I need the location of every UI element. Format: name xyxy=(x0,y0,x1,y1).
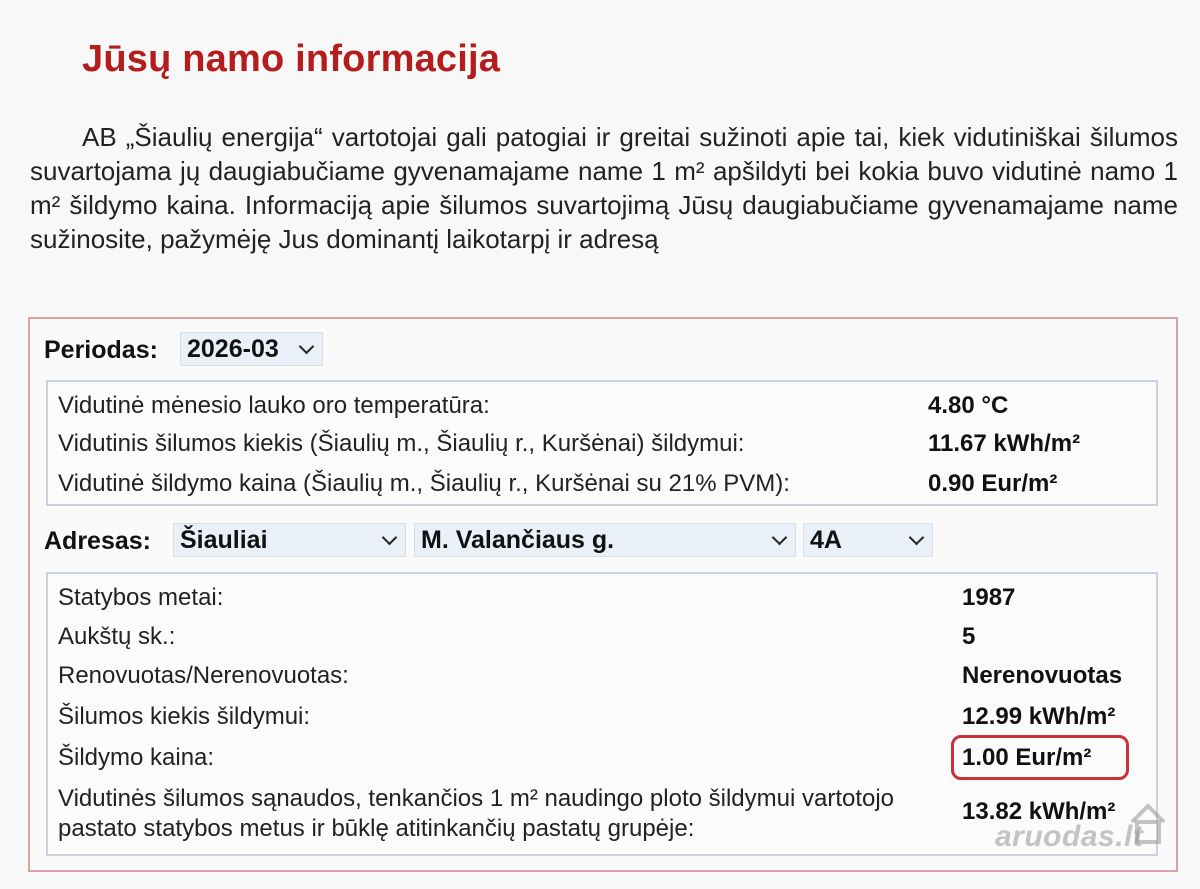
street-select-value: M. Valančiaus g. xyxy=(421,525,615,554)
page-title: Jūsų namo informacija xyxy=(82,38,501,80)
avg-price-label: Vidutinė šildymo kaina (Šiaulių m., Šiaulių r., Kuršėnai su 21% PVM): xyxy=(58,470,790,497)
avg-heat-label: Vidutinis šilumos kiekis (Šiaulių m., Šiaulių r., Kuršėnai) šildymui: xyxy=(58,430,745,457)
house-watermark-icon xyxy=(1128,800,1168,844)
group-consumption-label: Vidutinės šilumos sąnaudos, tenkančios 1 m² naudingo ploto šildymui vartotojo pastato statybos metus ir būklę atitinkančių pastatų grupėje: xyxy=(58,785,895,842)
period-select[interactable] xyxy=(180,332,323,366)
period-select-value: 2026-03 xyxy=(187,334,279,363)
watermark-text: aruodas.lt xyxy=(995,820,1144,853)
heating-price-value: 1.00 Eur/m² xyxy=(962,744,1092,771)
chevron-down-icon xyxy=(772,529,788,545)
floors-value: 5 xyxy=(962,623,976,650)
address-label: Adresas: xyxy=(44,527,151,555)
renovation-label: Renovuotas/Nerenovuotas: xyxy=(58,662,349,689)
chevron-down-icon xyxy=(299,338,315,354)
heating-price-highlight xyxy=(951,735,1129,780)
city-select[interactable] xyxy=(173,523,406,557)
avg-temp-value: 4.80 °C xyxy=(928,392,1009,419)
avg-temp-label: Vidutinė mėnesio lauko oro temperatūra: xyxy=(58,392,490,419)
heating-price-label: Šildymo kaina: xyxy=(58,744,215,771)
building-year-value: 1987 xyxy=(962,584,1016,611)
chevron-down-icon xyxy=(382,529,398,545)
building-year-label: Statybos metai: xyxy=(58,584,224,611)
chevron-down-icon xyxy=(909,529,925,545)
heat-amount-label: Šilumos kiekis šildymui: xyxy=(58,703,311,730)
heat-amount-value: 12.99 kWh/m² xyxy=(962,703,1116,730)
avg-price-value: 0.90 Eur/m² xyxy=(928,470,1058,497)
street-select[interactable] xyxy=(414,523,796,557)
period-label: Periodas: xyxy=(44,336,158,364)
city-select-value: Šiauliai xyxy=(180,525,268,554)
intro-paragraph: AB „Šiaulių energija“ vartotojai gali patogiai ir greitai sužinoti apie tai, kiek vidutiniškai šilumos suvartojama jų daugiabučiame gyvenamajame name 1 m² apšildyti bei kokia buvo vidutinė namo 1 m² šildymo kaina. Informaciją apie šilumos suvartojimą Jūsų daugiabučiame gyvenamajame name sužinosite, pažymėję Jus dominantį laikotarpį ir adresą xyxy=(30,122,1178,254)
renovation-value: Nerenovuotas xyxy=(962,662,1123,689)
floors-label: Aukštų sk.: xyxy=(58,623,176,650)
group-consumption-value: 13.82 kWh/m² xyxy=(962,798,1116,825)
house-select-value: 4A xyxy=(810,525,842,554)
house-select[interactable] xyxy=(803,523,933,557)
avg-heat-value: 11.67 kWh/m² xyxy=(928,430,1081,457)
